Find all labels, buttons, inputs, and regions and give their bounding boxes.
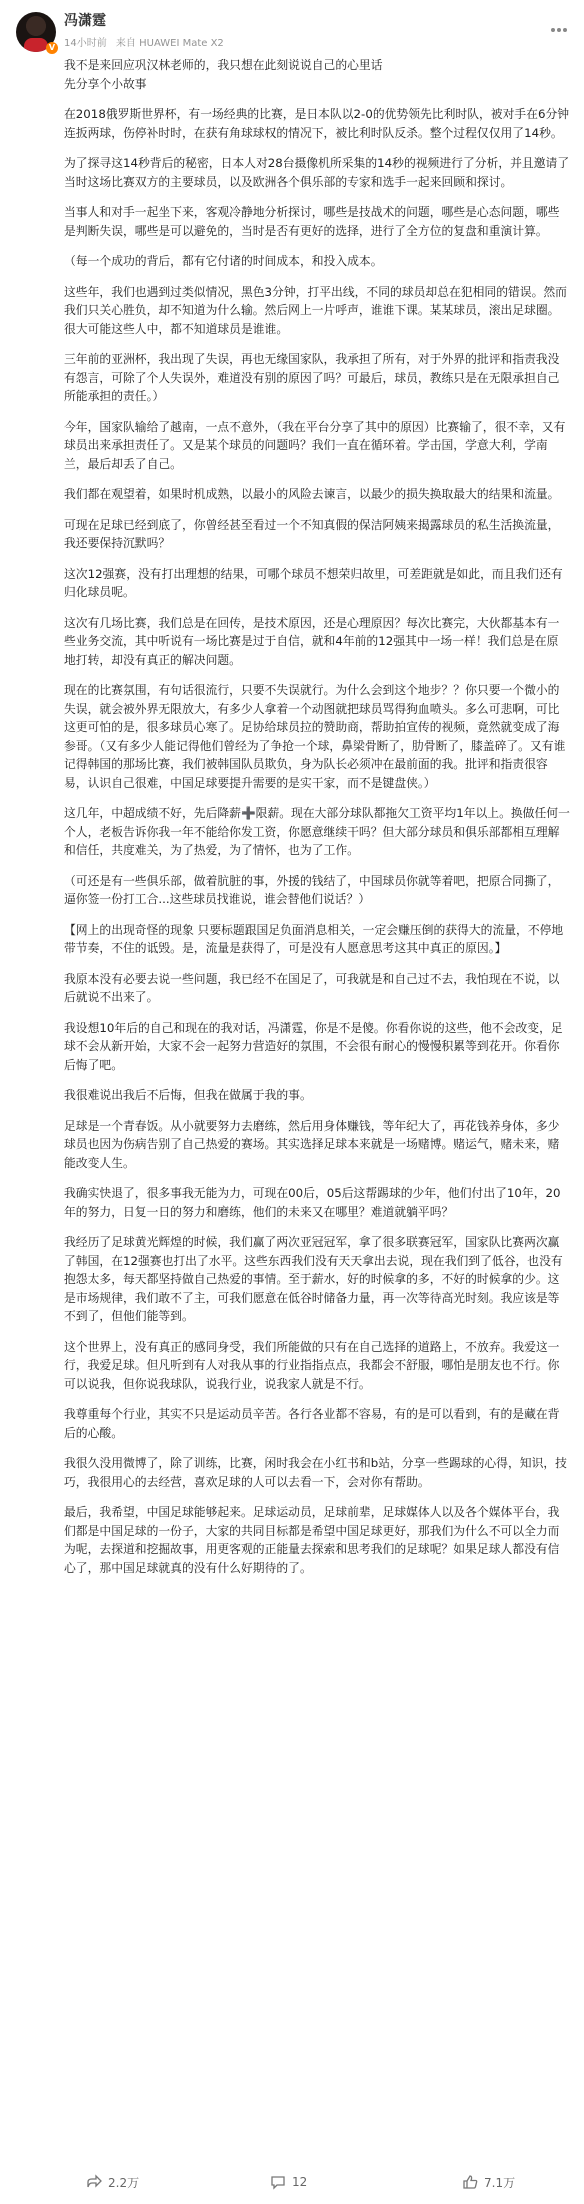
post-paragraph: 我们都在观望着，如果时机成熟，以最小的风险去谏言，以最少的损失换取最大的结果和流量。 <box>64 487 560 501</box>
post-paragraph: 我很难说出我后不后悔，但我在做属于我的事。 <box>64 1088 312 1102</box>
post-meta <box>64 34 230 49</box>
post-paragraph: 我不是来回应巩汉林老师的，我只想在此刻说说自己的心里话 <box>64 58 383 72</box>
post-paragraph: 可现在足球已经到底了，你曾经甚至看过一个不知真假的保洁阿姨来揭露球员的私生活换流量，我还要保持沉默吗？ <box>64 517 560 550</box>
share-button[interactable] <box>86 2172 139 2192</box>
post-paragraph: 我设想10年后的自己和现在的我对话，冯潇霆，你是不是傻。你看你说的这些，他不会改变，足球不会从新开始，大家不会一起努力营造好的氛围，不会很有耐心的慢慢积累等到花开。你看你后悔了吧。 <box>64 1020 563 1072</box>
post-source: 来自 HUAWEI Mate X2 <box>115 38 224 49</box>
verified-badge-icon: V <box>46 42 58 54</box>
post-paragraph: 这次12强赛，没有打出理想的结果，可哪个球员不想荣归故里，可差距就是如此，而且我们还有归化球员呢。 <box>64 566 563 599</box>
post-paragraph: 我经历了足球黄光辉煌的时候，我们赢了两次亚冠冠军，拿了很多联赛冠军，国家队比赛两次赢了韩国，在12强赛也打出了水平。这些东西我们没有天天拿出去说，现在我们到了低谷，也没有抱怨太多，每天都坚持做自己热爱的事情。至于薪水，好的时候拿的多，不好的时候拿的少。这是市场规律，我们敢不了主，可我们愿意在低谷时储备力量，再一次等待高光时刻。我应该是等不到了，但他们能等到。 <box>64 1235 563 1323</box>
avatar-jersey <box>24 38 48 52</box>
share-icon <box>86 2174 102 2190</box>
post-body <box>64 56 570 1589</box>
post-paragraph: 我尊重每个行业，其实不只是运动员辛苦。各行各业都不容易，有的是可以看到，有的是藏在背后的心酸。 <box>64 1407 560 1440</box>
post-paragraph: 今年，国家队输给了越南，一点不意外，（我在平台分享了其中的原因）比赛输了，很不幸，又有球员出来承担责任了。又是某个球员的问题吗？我们一直在循环着。学击国，学意大利，学南兰，最后却丢了自己。 <box>64 419 566 471</box>
author-name[interactable]: 冯潇霆 <box>64 13 106 29</box>
post-paragraph: 现在的比赛氛围，有句话很流行，只要不失误就行。为什么会到这个地步？？你只要一个微小的失误，就会被外界无限放大，有多少人拿着一个动图就把球员骂得狗血喷头。多么可悲啊，可比这更可怕的是，很多球员心寒了。足协给球员拉的赞助商，帮助拍宣传的视频，竟然就变成了海参哥。（又有多少人能记得他们曾经为了争抢一个球，鼻梁骨断了，肋骨断了，膝盖碎了。又有谁记得韩国的那场比赛，我们被韩国队员欺负，身为队长必须冲在最前面的我。批评和指责很容易，认识自己很难，中国足球要提升需要的是实干家，而不是键盘侠。） <box>64 683 566 790</box>
more-icon[interactable] <box>550 18 568 37</box>
post-paragraph: 【网上的出现奇怪的现象 只要标题跟国足负面消息相关，一定会赚压倒的获得大的流量，不停地带节奏，不住的诋毁。是，流量是获得了，可是没有人愿意思考这其中真正的原因。】 <box>64 922 564 955</box>
like-icon <box>462 2174 478 2190</box>
post-paragraph: 这几年，中超成绩不好，先后降薪➕限薪。现在大部分球队都拖欠工资平均1年以上。换做任何一个人，老板告诉你我一年不能给你发工资，你愿意继续干吗？但大部分球员和俱乐部都相互理解和信任，共度难关，为了热爱，为了情怀，也为了工作。 <box>64 806 570 857</box>
comment-icon <box>270 2174 286 2190</box>
post-paragraph: 我原本没有必要去说一些问题，我已经不在国足了，可我就是和自己过不去，我怕现在不说，以后就说不出来了。 <box>64 971 560 1004</box>
post-paragraph: 这些年，我们也遇到过类似情况，黑色3分钟，打平出线，不同的球员却总在犯相同的错误。然而我们只关心胜负，却不知道为什么输。然后网上一片呼声，谁谁下课。某某球员，滚出足球圈。很大可能这些人中，都不知道球员是谁谁。 <box>64 284 567 336</box>
comment-count: 12 <box>292 2175 308 2189</box>
post-time: 14小时前 <box>64 38 107 49</box>
post-paragraph: 足球是一个青春饭。从小就要努力去磨练，然后用身体赚钱，等年纪大了，再花钱养身体，多少球员也因为伤病告别了自己热爱的赛场。其实选择足球本来就是一场赌博。赌运气，赌未来，赌能改变人生。 <box>64 1118 560 1170</box>
post-paragraph: 三年前的亚洲杯，我出现了失误，再也无缘国家队，我承担了所有，对于外界的批评和指责我没有怨言，可除了个人失误外，难道没有别的原因了吗？可最后，球员，教练只是在无限承担自己所能承担的责任。） <box>64 352 560 403</box>
post-paragraph: 为了探寻这14秒背后的秘密，日本人对28台摄像机所采集的14秒的视频进行了分析，并且邀请了当时这场比赛双方的主要球员，以及欧洲各个俱乐部的专家和选手一起来回顾和探讨。 <box>64 156 570 189</box>
comment-button[interactable] <box>270 2172 307 2192</box>
action-bar <box>0 2160 584 2204</box>
post-paragraph: 在2018俄罗斯世界杯，有一场经典的比赛，是日本队以2-0的优势领先比利时队，被对手在6分钟连扳两球，伤停补时时，在获有角球球权的情况下，被比利时队反杀。整个过程仅仅用了14秒。 <box>64 107 570 140</box>
post-paragraph: 先分享个小故事 <box>64 76 147 91</box>
post-paragraph: 我确实快退了，很多事我无能为力，可现在00后，05后这帮踢球的少年，他们付出了10年，20年的努力，日复一日的努力和磨练，他们的未来又在哪里？难道就躺平吗？ <box>64 1186 561 1219</box>
share-count: 2.2万 <box>108 2175 140 2190</box>
like-count: 7.1万 <box>484 2175 516 2190</box>
post-paragraph: 我很久没用微博了，除了训练，比赛，闲时我会在小红书和b站，分享一些踢球的心得，知识，技巧，我很用心的去经营，喜欢足球的人可以去看一下，会对你有帮助。 <box>64 1456 567 1489</box>
post-paragraph: 这个世界上，没有真正的感同身受，我们所能做的只有在自己选择的道路上，不放弃。我爱这一行，我爱足球。但凡听到有人对我从事的行业指指点点，我都会不舒服，哪怕是朋友也不行。你可以说我，但你说我球队，说我行业，说我家人就是不行。 <box>64 1339 560 1391</box>
post-paragraph: （可还是有一些俱乐部，做着肮脏的事，外援的钱结了，中国球员你就等着吧，把原合同撕了，逼你签一份打工合...这些球员找谁说，谁会替他们说话？） <box>64 873 560 906</box>
post-paragraph: （每一个成功的背后，都有它付诸的时间成本，和投入成本。 <box>64 254 383 268</box>
like-button[interactable] <box>462 2172 515 2192</box>
post-paragraph: 最后，我希望，中国足球能够起来。足球运动员，足球前辈，足球媒体人以及各个媒体平台，我们都是中国足球的一份子，大家的共同目标都是希望中国足球更好，那我们为什么不可以全力而为呢，去探道和挖掘故事，用更客观的正能量去探索和思考我们的足球呢？如果足球人都没有信心了，那中国足球就真的没有什么好期待的了。 <box>64 1505 560 1575</box>
post-paragraph: 当事人和对手一起坐下来，客观冷静地分析探讨，哪些是技战术的问题，哪些是心态问题，哪些是判断失误，哪些是可以避免的，当时是否有更好的选择，进行了全方位的复盘和重演计算。 <box>64 205 560 238</box>
post-header <box>0 0 584 60</box>
post-paragraph: 这次有几场比赛，我们总是在回传，是技术原因，还是心理原因？每次比赛完，大伙都基本有一些业务交流，其中听说有一场比赛是过于自信，就和4年前的12强其中一场一样！我们总是在原地打转，却没有真正的解决问题。 <box>64 615 560 667</box>
